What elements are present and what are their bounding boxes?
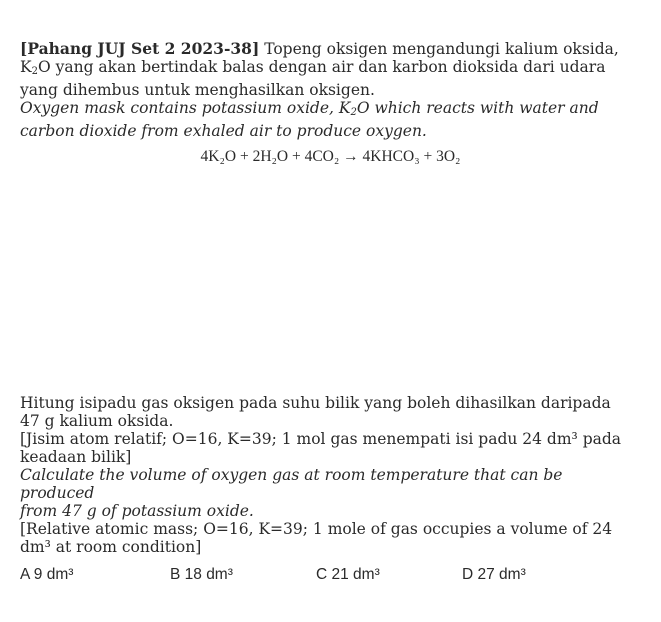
- intro-en-2: carbon dioxide from exhaled air to produce oxygen.: [20, 122, 427, 140]
- data-ms-2: keadaan bilik]: [20, 448, 132, 466]
- intro-line-2: $K_2O$ yang akan bertindak balas dengan air dan karbon dioksida dari udara: [20, 58, 606, 77]
- question-task: [20, 394, 635, 556]
- option-c[interactable]: C 21 dm³: [316, 566, 380, 583]
- chemical-equation: 4K₂O + 2H₂O + 4CO₂ → 4KHCO₃ + 3O₂: [200, 148, 461, 165]
- task-en-2: from 47 g of potassium oxide.: [20, 502, 254, 520]
- question-intro: [20, 40, 635, 140]
- data-ms-1: [Jisim atom relatif; O=16, K=39; 1 mol gas menempati isi padu 24 dm³ pada: [20, 430, 622, 448]
- intro-line-1: [20, 40, 635, 58]
- data-en-2: dm³ at room condition]: [20, 538, 202, 556]
- task-ms-1: Hitung isipadu gas oksigen pada suhu bilik yang boleh dihasilkan daripada: [20, 394, 611, 412]
- intro-ms-2: O yang akan bertindak balas dengan air dan karbon dioksida dari udara: [37, 58, 606, 76]
- data-en-1: [Relative atomic mass; O=16, K=39; 1 mole of gas occupies a volume of 24: [20, 520, 613, 538]
- intro-ms-1: Topeng oksigen mengandungi kalium oksida,: [264, 40, 619, 58]
- intro-ms-3: yang dihembus untuk menghasilkan oksigen.: [20, 81, 375, 99]
- option-a[interactable]: A 9 dm³: [20, 566, 74, 583]
- option-d[interactable]: D 27 dm³: [462, 566, 526, 583]
- question-source: [Pahang JUJ Set 2 2023-38]: [20, 39, 260, 58]
- option-b[interactable]: B 18 dm³: [170, 566, 233, 583]
- task-ms-2: 47 g kalium oksida.: [20, 412, 174, 430]
- intro-en-line-1: Oxygen mask contains potassium oxide, $K_2O$ which reacts with water and: [20, 99, 599, 118]
- task-en-1: Calculate the volume of oxygen gas at room temperature that can be produced: [20, 466, 563, 502]
